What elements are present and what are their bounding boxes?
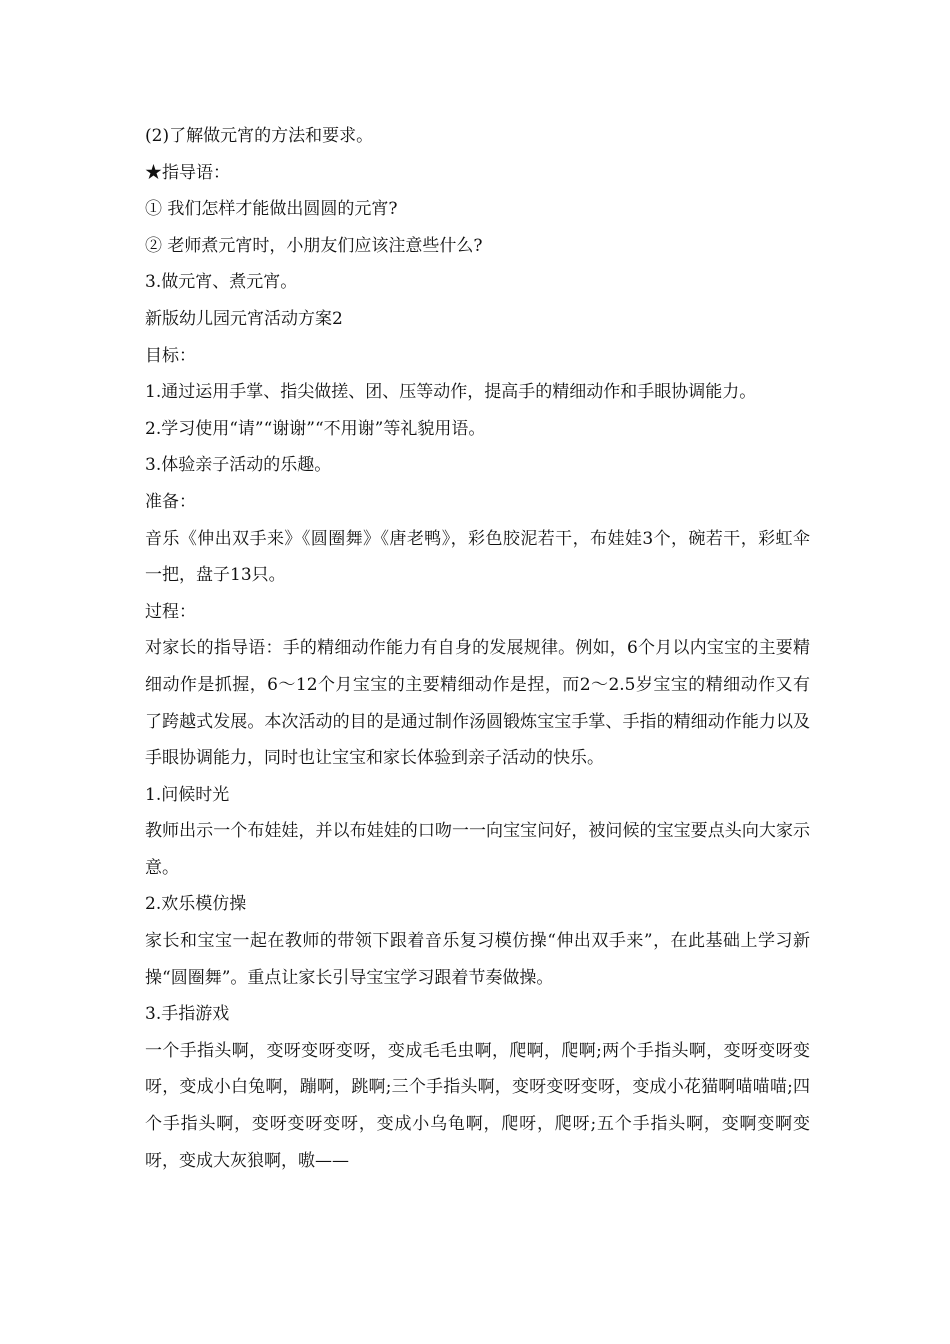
paragraph: ★指导语： bbox=[145, 162, 230, 183]
paragraph: 家长和宝宝一起在教师的带领下跟着音乐复习模仿操“伸出双手来”，在此基础上学习新操“圆圈舞”。重点让家长引导宝宝学习跟着节奏做操。 bbox=[145, 931, 810, 988]
paragraph: 过程： bbox=[145, 601, 196, 622]
paragraph: 音乐《伸出双手来》《圆圈舞》《唐老鸭》，彩色胶泥若干，布娃娃3个，碗若干，彩虹伞一把，盘子13只。 bbox=[145, 528, 810, 586]
paragraph: 准备： bbox=[145, 491, 196, 512]
document-page bbox=[145, 118, 810, 1179]
paragraph: 教师出示一个布娃娃，并以布娃娃的口吻一一向宝宝问好，被问候的宝宝要点头向大家示意。 bbox=[145, 821, 810, 878]
paragraph: 目标： bbox=[145, 345, 196, 366]
paragraph: ② 老师煮元宵时，小朋友们应该注意些什么? bbox=[145, 235, 483, 256]
paragraph: 对家长的指导语：手的精细动作能力有自身的发展规律。例如，6个月以内宝宝的主要精细动作是抓握，6～12个月宝宝的主要精细动作是捏，而2～2.5岁宝宝的精细动作又有了跨越式发展。本次活动的目的是通过制作汤圆锻炼宝宝手掌、手指的精细动作能力以及手眼协调能力，同时也让宝宝和家长体验到亲子活动的快乐。 bbox=[145, 638, 810, 769]
paragraph: ① 我们怎样才能做出圆圆的元宵? bbox=[145, 199, 398, 220]
paragraph: 2.欢乐模仿操 bbox=[145, 894, 247, 915]
paragraph: 一个手指头啊，变呀变呀变呀，变成毛毛虫啊，爬啊，爬啊;两个手指头啊，变呀变呀变呀，变成小白兔啊，蹦啊，跳啊;三个手指头啊，变呀变呀变呀，变成小花猫啊喵喵喵;四个手指头啊，变呀变呀变呀，变成小乌龟啊，爬呀，爬呀;五个手指头啊，变啊变啊变呀，变成大灰狼啊，嗷—— bbox=[145, 1040, 810, 1171]
paragraph: 1.通过运用手掌、指尖做搓、团、压等动作，提高手的精细动作和手眼协调能力。 bbox=[145, 382, 757, 403]
section-title: 新版幼儿园元宵活动方案2 bbox=[145, 308, 343, 329]
paragraph: 1.问候时光 bbox=[145, 784, 230, 805]
paragraph: 3.手指游戏 bbox=[145, 1004, 230, 1025]
paragraph: 3.做元宵、煮元宵。 bbox=[145, 272, 298, 293]
paragraph: 3.体验亲子活动的乐趣。 bbox=[145, 455, 332, 476]
paragraph: (2)了解做元宵的方法和要求。 bbox=[145, 126, 374, 146]
paragraph: 2.学习使用“请”“谢谢”“不用谢”等礼貌用语。 bbox=[145, 418, 486, 439]
